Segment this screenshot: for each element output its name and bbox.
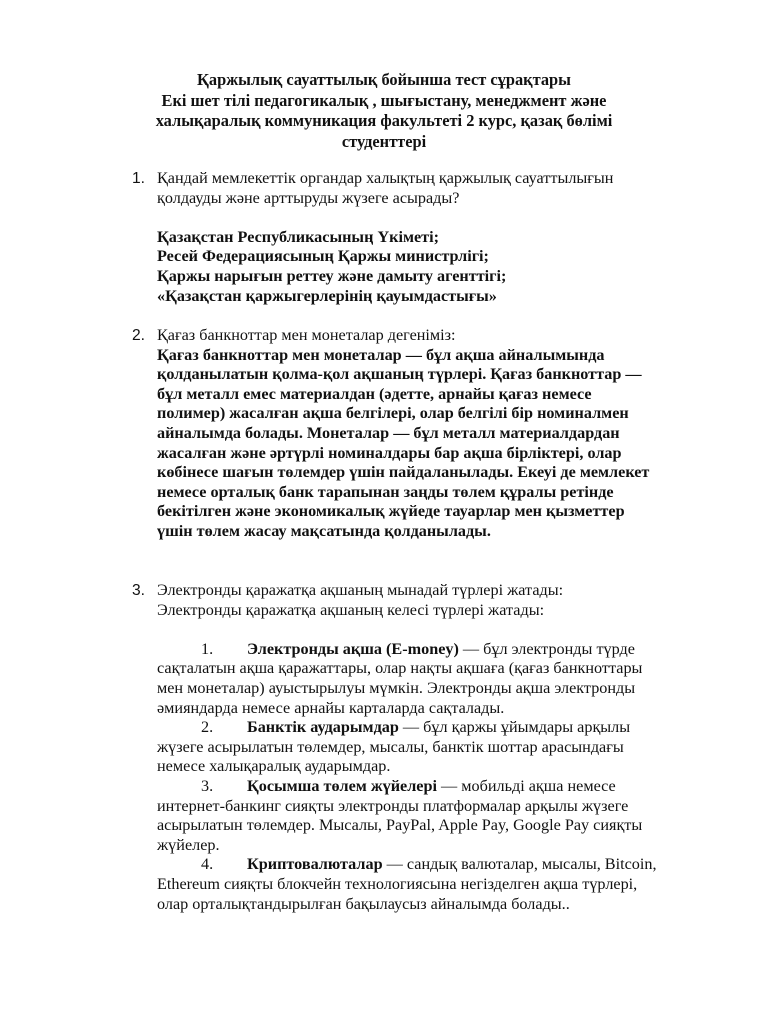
question-number: 2. <box>132 327 146 344</box>
sub-item-1 <box>157 640 717 718</box>
document-title <box>140 70 628 152</box>
sub-item-number: 1. <box>201 639 214 658</box>
sub-item-line: интернет-банкинг сияқты электронды платформалар арқылы жүзеге <box>157 796 629 815</box>
sub-item-number: 4. <box>201 855 214 874</box>
sub-item-line: жүзеге асырылатын төлемдер, мысалы, банктік шоттар арасындағы <box>157 737 624 756</box>
answer-line: Қазақстан Республикасының Үкіметі; <box>157 227 440 246</box>
title-line-3: халықаралық коммуникация факультеті 2 курс, қазақ бөлімі <box>155 111 613 131</box>
sub-item-term: Қосымша төлем жүйелері <box>247 776 437 795</box>
answer-line: айналымда болады. Монеталар — бұл металл материалдардан <box>157 423 620 442</box>
sub-item-text: — бұл қаржы ұйымдары арқылы <box>398 718 631 737</box>
answer-line: Қаржы нарығын реттеу және дамыту агенттігі; <box>157 266 507 285</box>
sub-item-number: 3. <box>201 776 214 795</box>
question-number: 1. <box>132 170 146 187</box>
answer-line: «Қазақстан қаржыгерлерінің қауымдастығы» <box>157 286 497 305</box>
answer-line: бұл металл емес материалдан (әдетте, арнайы қағаз немесе <box>157 384 592 403</box>
answer-line: қолданылатын қолма-қол ақшаның түрлері. Қағаз банкноттар — <box>157 365 642 384</box>
sub-item-line: сақталатын ақша қаражаттары, олар нақты ақшаға (қағаз банкноттары <box>157 659 643 678</box>
question-text-line: Қандай мемлекеттік органдар халықтың қаржылық сауаттылығын <box>157 169 614 187</box>
sub-item-term: Криптовалюталар <box>247 855 383 874</box>
sub-item-line: жүйелер. <box>157 835 220 854</box>
sub-item-line: немесе халықаралық аударымдар. <box>157 757 391 776</box>
sub-item-line: әмияндарда немесе арнайы карталарда сақталады. <box>157 698 505 717</box>
answer-line: полимер) жасалған ақша белгілері, олар белгілі бір номиналмен <box>157 404 629 423</box>
answer-line: жасалған және әртүрлі номиналдары бар ақша бірліктері, олар <box>157 443 622 462</box>
sub-item-line: мен монеталар) ауыстырылуы мүмкін. Электронды ақша электронды <box>157 678 636 697</box>
sub-item-3 <box>157 777 717 855</box>
sub-item-text: — бұл электронды түрде <box>458 639 635 658</box>
question-text-line: Электронды қаражатқа ақшаның мынадай түрлері жатады: <box>157 581 564 599</box>
title-line-4: студенттері <box>341 131 427 151</box>
sub-item-line: олар орталықтандырылған бақылаусыз айналымда болады.. <box>157 894 570 913</box>
answer-line: көбінесе шағын төлемдер үшін пайдаланылады. Екеуі де мемлекет <box>157 463 650 482</box>
question-number: 3. <box>132 582 146 599</box>
sub-item-text: — сандық валюталар, мысалы, Bitcoin, <box>382 855 657 874</box>
answer-line: Қағаз банкноттар мен монеталар — бұл ақша айналымында <box>157 345 605 364</box>
intro-line: Электронды қаражатқа ақшаның келесі түрлері жатады: <box>157 600 545 619</box>
answer-line: немесе орталық банк тарапынан заңды төлем құралы ретінде <box>157 482 614 501</box>
sub-item-2 <box>157 718 717 777</box>
sub-item-text: — мобильді ақша немесе <box>436 776 616 795</box>
sub-item-term: Банктік аударымдар <box>247 718 399 737</box>
question-text-line: қолдауды және арттыруды жүзеге асырады? <box>157 188 460 207</box>
sub-item-number: 2. <box>201 718 214 737</box>
answer-line: бекітілген және экономикалық жүйеде тауарлар мен қызметтер <box>157 502 625 521</box>
title-line-2: Екі шет тілі педагогикалық , шығыстану, менеджмент және <box>161 90 607 110</box>
sub-item-line: асырылатын төлемдер. Мысалы, PayPal, Apple Pay, Google Pay сияқты <box>157 816 643 835</box>
answer-line: Ресей Федерациясының Қаржы министрлігі; <box>157 247 489 266</box>
sub-item-4 <box>157 855 717 914</box>
title-line-1: Қаржылық сауаттылық бойынша тест сұрақтары <box>197 70 571 89</box>
question-text-line: Қағаз банкноттар мен монеталар дегеніміз: <box>157 326 456 344</box>
sub-item-line: Ethereum сияқты блокчейн технологиясына негізделген ақша түрлері, <box>157 874 638 893</box>
answer-line: үшін төлем жасау мақсатында қолданылады. <box>157 521 491 540</box>
sub-item-term: Электронды ақша (E-money) <box>247 639 459 658</box>
